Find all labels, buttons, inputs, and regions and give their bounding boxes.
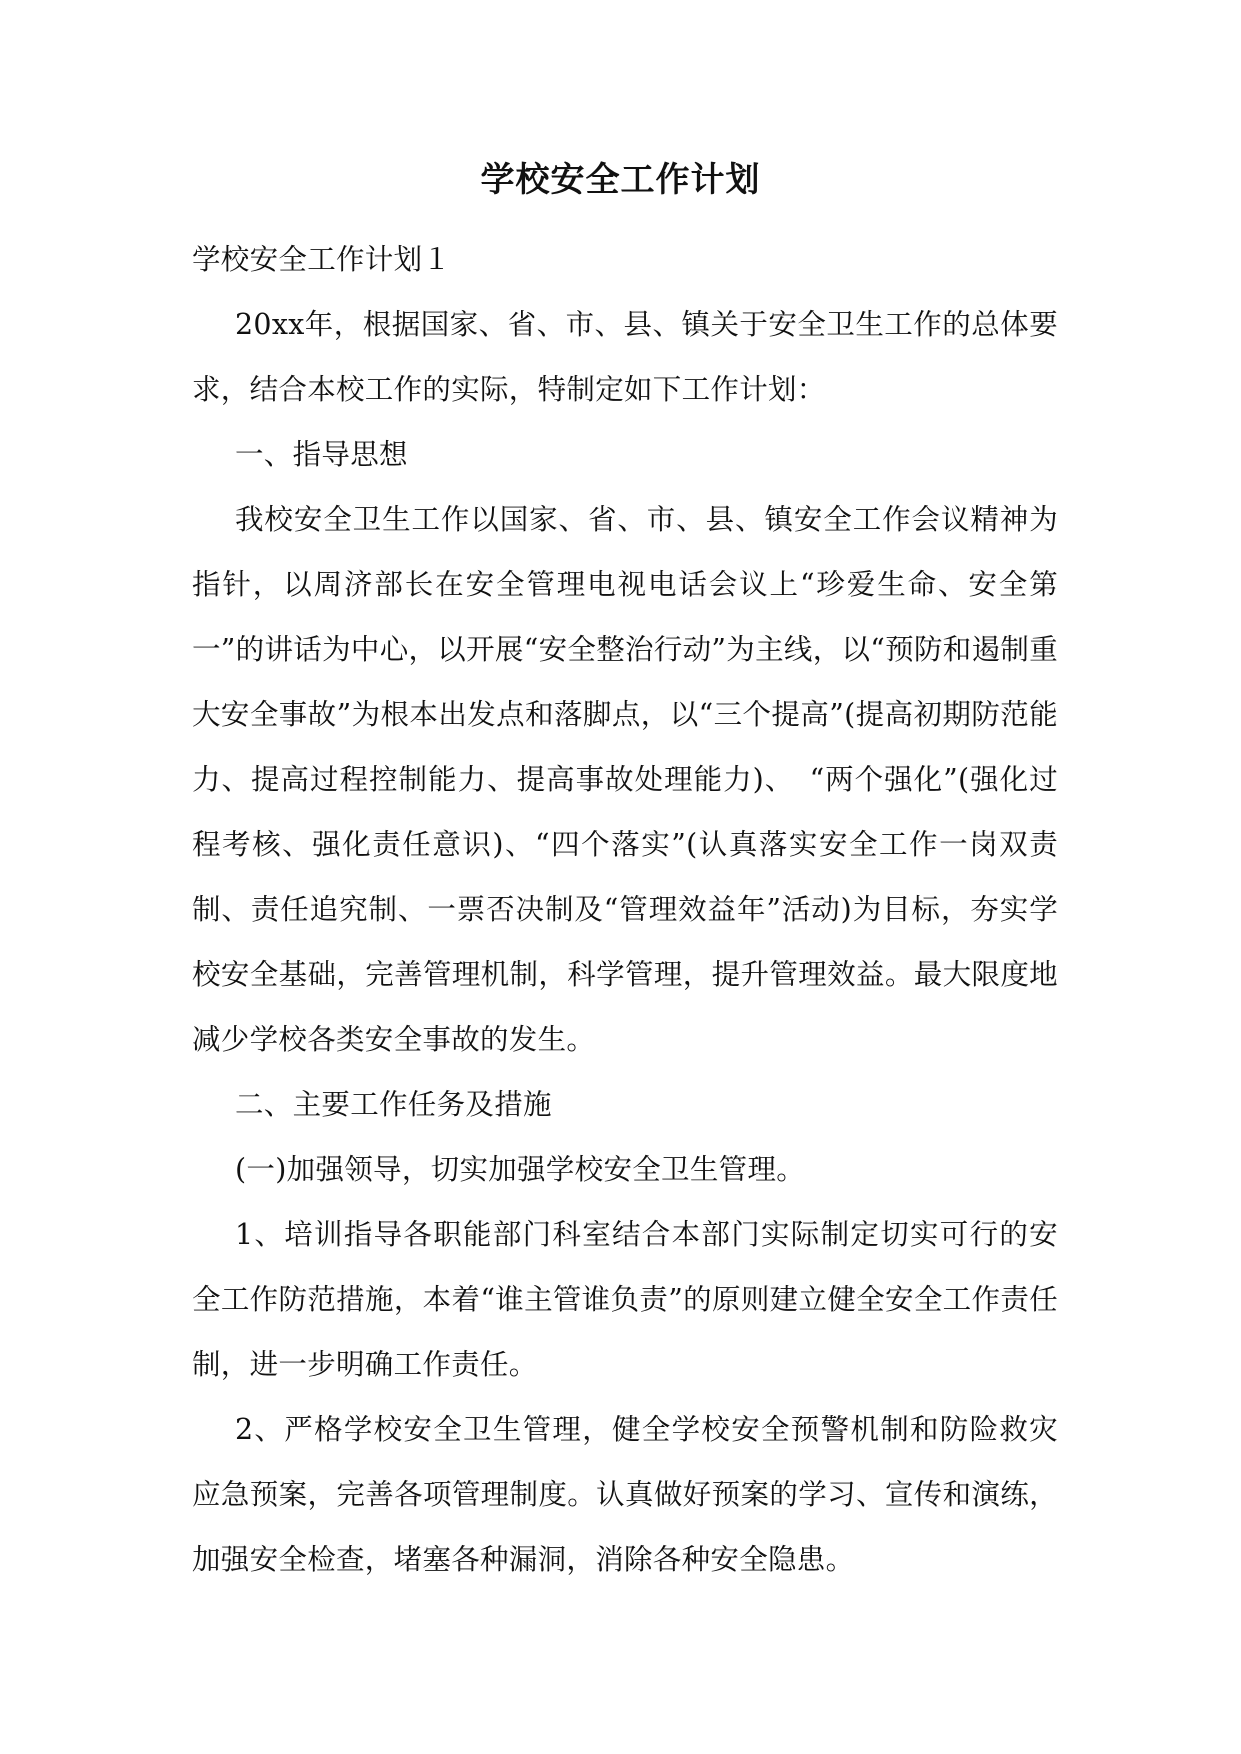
document-title: 学校安全工作计划 — [480, 160, 761, 200]
guiding-ideology-paragraph: 我校安全卫生工作以国家、省、市、县、镇安全工作会议精神为指针，以周济部长在安全管理电视电话会议上“珍爱生命、安全第一”的讲话为中心，以开展“安全整治行动”为主线，以“预防和遏制重大安全事故”为根本出发点和落脚点，以“三个提高”(提高初期防范能力、提高过程控制能力、提高事故处理能力)、 “两个强化”(强化过程考核、强化责任意识)、“四个落实”(认真落实安全工作一岗双责制、责任追究制、一票否决制及“管理效益年”活动)为目标，夯实学校安全基础，完善管理机制，科学管理，提升管理效益。最大限度地减少学校各类安全事故的发生。 — [192, 503, 1058, 1056]
task-item-1: 1、培训指导各职能部门科室结合本部门实际制定切实可行的安全工作防范措施，本着“谁主管谁负责”的原则建立健全安全工作责任制，进一步明确工作责任。 — [192, 1218, 1058, 1381]
section-heading-guiding-ideology: 一、指导思想 — [235, 438, 408, 471]
task-item-2: 2、严格学校安全卫生管理，健全学校安全预警机制和防险救灾应急预案，完善各项管理制度。认真做好预案的学习、宣传和演练，加强安全检查，堵塞各种漏洞，消除各种安全隐患。 — [192, 1413, 1058, 1576]
subsection-heading-leadership: (一)加强领导，切实加强学校安全卫生管理。 — [235, 1153, 806, 1186]
document-body — [192, 227, 1058, 1592]
plan-subtitle: 学校安全工作计划１ — [192, 243, 452, 276]
intro-paragraph: 20xx年，根据国家、省、市、县、镇关于安全卫生工作的总体要求，结合本校工作的实际，特制定如下工作计划： — [192, 308, 1058, 406]
section-heading-main-tasks: 二、主要工作任务及措施 — [235, 1088, 552, 1121]
